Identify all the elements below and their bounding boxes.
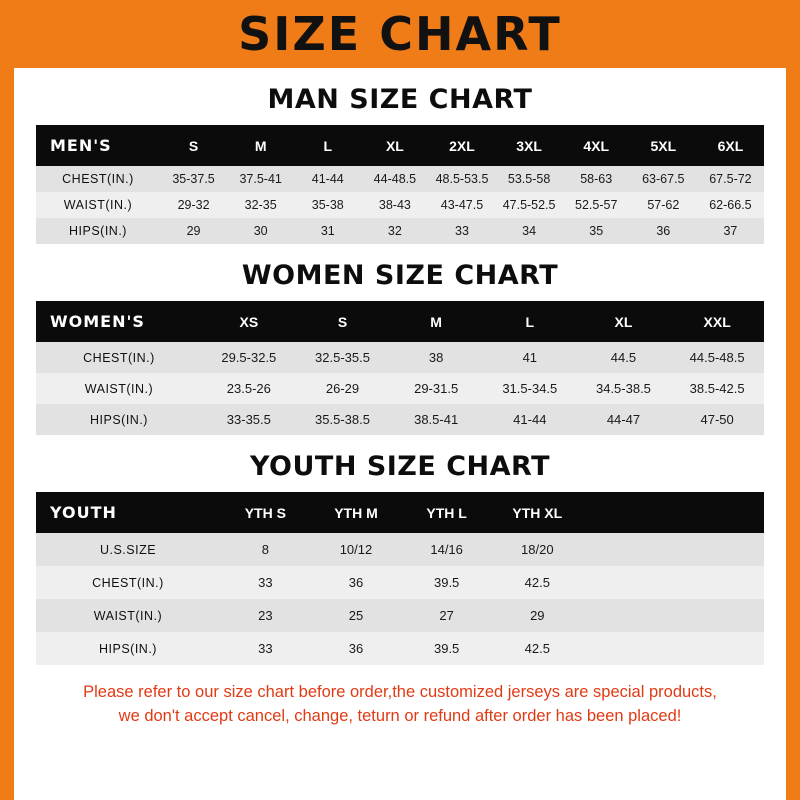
men-r0c5: 53.5-58 xyxy=(496,166,563,192)
youth-r2c1: 25 xyxy=(311,599,402,632)
men-r2c6: 35 xyxy=(563,218,630,244)
men-corner-label: MEN'S xyxy=(36,125,160,166)
men-col-3: XL xyxy=(361,125,428,166)
youth-r1c3: 42.5 xyxy=(492,566,583,599)
men-table-head xyxy=(36,125,764,166)
women-col-0: XS xyxy=(202,301,296,342)
men-r1c5: 47.5-52.5 xyxy=(496,192,563,218)
men-r0c8: 67.5-72 xyxy=(697,166,764,192)
youth-r0c2: 14/16 xyxy=(401,533,492,566)
youth-r2c5 xyxy=(673,599,764,632)
women-col-3: L xyxy=(483,301,577,342)
men-r2c7: 36 xyxy=(630,218,697,244)
men-row-1-label: WAIST(IN.) xyxy=(36,192,160,218)
youth-col-3: YTH XL xyxy=(492,492,583,533)
women-table-head xyxy=(36,301,764,342)
women-table-body xyxy=(36,342,764,435)
table-row xyxy=(36,566,764,599)
men-r0c7: 63-67.5 xyxy=(630,166,697,192)
youth-r0c1: 10/12 xyxy=(311,533,402,566)
men-col-0: S xyxy=(160,125,227,166)
women-r1c0: 23.5-26 xyxy=(202,373,296,404)
women-r0c5: 44.5-48.5 xyxy=(670,342,764,373)
men-col-5: 3XL xyxy=(496,125,563,166)
youth-r2c0: 23 xyxy=(220,599,311,632)
men-row-2-label: HIPS(IN.) xyxy=(36,218,160,244)
women-corner-label: WOMEN'S xyxy=(36,301,202,342)
women-row-0-label: CHEST(IN.) xyxy=(36,342,202,373)
men-r1c0: 29-32 xyxy=(160,192,227,218)
youth-col-1: YTH M xyxy=(311,492,402,533)
women-r0c4: 44.5 xyxy=(577,342,671,373)
men-r1c4: 43-47.5 xyxy=(428,192,495,218)
women-r0c2: 38 xyxy=(389,342,483,373)
note-line-1: Please refer to our size chart before order,the customized jerseys are special products, xyxy=(83,683,717,701)
men-r1c7: 57-62 xyxy=(630,192,697,218)
men-r0c0: 35-37.5 xyxy=(160,166,227,192)
youth-r1c2: 39.5 xyxy=(401,566,492,599)
table-row xyxy=(36,632,764,665)
table-row xyxy=(36,218,764,244)
youth-r3c4 xyxy=(583,632,674,665)
youth-r3c3: 42.5 xyxy=(492,632,583,665)
women-r2c0: 33-35.5 xyxy=(202,404,296,435)
women-r2c2: 38.5-41 xyxy=(389,404,483,435)
men-r0c4: 48.5-53.5 xyxy=(428,166,495,192)
women-r0c1: 32.5-35.5 xyxy=(296,342,390,373)
men-size-table xyxy=(36,125,764,244)
men-r1c6: 52.5-57 xyxy=(563,192,630,218)
table-row xyxy=(36,599,764,632)
youth-table-body xyxy=(36,533,764,665)
men-col-2: L xyxy=(294,125,361,166)
women-col-1: S xyxy=(296,301,390,342)
page-title: SIZE CHART xyxy=(238,7,562,61)
women-r2c4: 44-47 xyxy=(577,404,671,435)
men-r0c1: 37.5-41 xyxy=(227,166,294,192)
youth-row-3-label: HIPS(IN.) xyxy=(36,632,220,665)
youth-table-head xyxy=(36,492,764,533)
youth-r0c4 xyxy=(583,533,674,566)
women-col-4: XL xyxy=(577,301,671,342)
women-r0c3: 41 xyxy=(483,342,577,373)
men-r2c8: 37 xyxy=(697,218,764,244)
youth-section-title: YOUTH SIZE CHART xyxy=(249,451,551,482)
table-row xyxy=(36,373,764,404)
youth-r3c5 xyxy=(673,632,764,665)
youth-r1c1: 36 xyxy=(311,566,402,599)
men-section xyxy=(14,84,786,244)
youth-r1c0: 33 xyxy=(220,566,311,599)
youth-r2c3: 29 xyxy=(492,599,583,632)
table-row xyxy=(36,342,764,373)
men-r0c6: 58-63 xyxy=(563,166,630,192)
women-r2c5: 47-50 xyxy=(670,404,764,435)
youth-r0c5 xyxy=(673,533,764,566)
women-size-table xyxy=(36,301,764,435)
note-line-2: we don't accept cancel, change, teturn or refund after order has been placed! xyxy=(118,706,682,725)
table-row xyxy=(36,533,764,566)
women-r2c3: 41-44 xyxy=(483,404,577,435)
youth-col-4 xyxy=(583,492,674,533)
men-r1c3: 38-43 xyxy=(361,192,428,218)
men-col-8: 6XL xyxy=(697,125,764,166)
men-r2c5: 34 xyxy=(496,218,563,244)
women-r1c5: 38.5-42.5 xyxy=(670,373,764,404)
women-r1c4: 34.5-38.5 xyxy=(577,373,671,404)
women-header-row xyxy=(36,301,764,342)
men-r1c1: 32-35 xyxy=(227,192,294,218)
men-r1c2: 35-38 xyxy=(294,192,361,218)
youth-r0c3: 18/20 xyxy=(492,533,583,566)
men-r2c1: 30 xyxy=(227,218,294,244)
men-r2c0: 29 xyxy=(160,218,227,244)
youth-row-0-label: U.S.SIZE xyxy=(36,533,220,566)
youth-row-2-label: WAIST(IN.) xyxy=(36,599,220,632)
men-table-body xyxy=(36,166,764,244)
men-r0c2: 41-44 xyxy=(294,166,361,192)
women-r1c3: 31.5-34.5 xyxy=(483,373,577,404)
youth-corner-label: YOUTH xyxy=(36,492,220,533)
women-row-1-label: WAIST(IN.) xyxy=(36,373,202,404)
order-policy-note xyxy=(24,681,776,729)
women-col-5: XXL xyxy=(670,301,764,342)
youth-r3c2: 39.5 xyxy=(401,632,492,665)
women-section-title: WOMEN SIZE CHART xyxy=(241,260,559,291)
youth-r1c4 xyxy=(583,566,674,599)
men-r0c3: 44-48.5 xyxy=(361,166,428,192)
table-row xyxy=(36,166,764,192)
youth-col-5 xyxy=(673,492,764,533)
women-col-2: M xyxy=(389,301,483,342)
men-section-title: MAN SIZE CHART xyxy=(267,84,533,115)
youth-r3c1: 36 xyxy=(311,632,402,665)
youth-header-row xyxy=(36,492,764,533)
men-header-row xyxy=(36,125,764,166)
youth-r0c0: 8 xyxy=(220,533,311,566)
men-r2c4: 33 xyxy=(428,218,495,244)
men-col-4: 2XL xyxy=(428,125,495,166)
table-row xyxy=(36,404,764,435)
men-r1c8: 62-66.5 xyxy=(697,192,764,218)
women-r2c1: 35.5-38.5 xyxy=(296,404,390,435)
youth-r3c0: 33 xyxy=(220,632,311,665)
men-r2c3: 32 xyxy=(361,218,428,244)
men-col-7: 5XL xyxy=(630,125,697,166)
women-r1c2: 29-31.5 xyxy=(389,373,483,404)
youth-col-2: YTH L xyxy=(401,492,492,533)
youth-row-1-label: CHEST(IN.) xyxy=(36,566,220,599)
youth-col-0: YTH S xyxy=(220,492,311,533)
women-row-2-label: HIPS(IN.) xyxy=(36,404,202,435)
table-row xyxy=(36,192,764,218)
men-r2c2: 31 xyxy=(294,218,361,244)
youth-r1c5 xyxy=(673,566,764,599)
header-banner xyxy=(0,0,800,68)
women-section xyxy=(14,260,786,435)
men-col-6: 4XL xyxy=(563,125,630,166)
women-r0c0: 29.5-32.5 xyxy=(202,342,296,373)
youth-r2c2: 27 xyxy=(401,599,492,632)
men-col-1: M xyxy=(227,125,294,166)
youth-r2c4 xyxy=(583,599,674,632)
youth-section xyxy=(14,451,786,665)
youth-size-table xyxy=(36,492,764,665)
women-r1c1: 26-29 xyxy=(296,373,390,404)
men-row-0-label: CHEST(IN.) xyxy=(36,166,160,192)
